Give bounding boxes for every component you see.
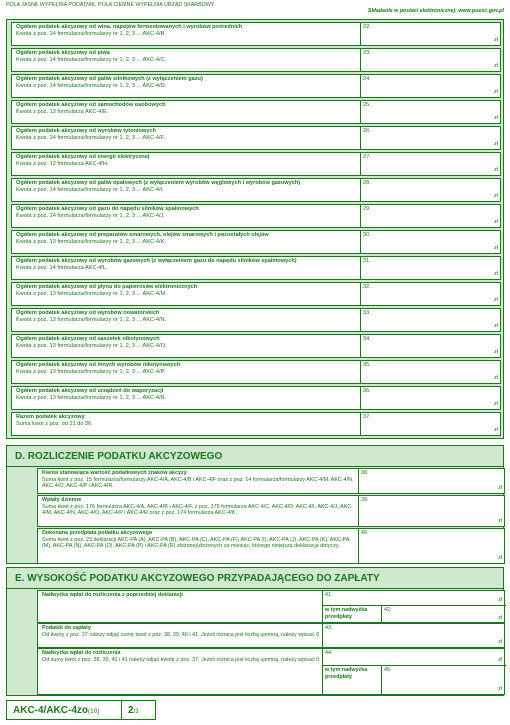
row-title: Ogółem podatek akcyzowy od urządzeń do waporyzacji bbox=[16, 388, 164, 394]
page-header bbox=[6, 0, 504, 12]
currency-unit: zł bbox=[493, 89, 498, 95]
field-44[interactable] bbox=[322, 649, 506, 665]
field-number: 36. bbox=[363, 388, 371, 394]
section-e-body bbox=[6, 588, 504, 696]
currency-unit: zł bbox=[493, 141, 498, 147]
amount-field[interactable] bbox=[360, 231, 502, 253]
field-number: 24. bbox=[363, 76, 371, 82]
section-c-totals bbox=[6, 19, 504, 439]
tax-total-row bbox=[11, 152, 501, 176]
currency-unit: zł bbox=[498, 485, 502, 492]
currency-unit: zł bbox=[493, 193, 498, 199]
row-description: Kwota z poz. 13 formularza AKC-4/E. bbox=[16, 109, 109, 115]
tax-total-row bbox=[11, 178, 501, 202]
amount-field[interactable] bbox=[360, 153, 502, 175]
settlement-row bbox=[37, 528, 505, 564]
currency-unit: zł bbox=[498, 615, 502, 622]
currency-unit: zł bbox=[493, 401, 498, 407]
row-title: Ogółem podatek akcyzowy od innych wyrobów nikotynowych bbox=[16, 362, 181, 368]
field-number: 40. bbox=[361, 530, 369, 536]
field-number: 27. bbox=[363, 154, 371, 160]
amount-field[interactable] bbox=[358, 529, 506, 563]
row-description: Suma kwot z poz. 176 formularza AKC-4/A, AKC-4/B i AKC-4/F, z poz. 175 formularza AKC-4/C, AKC-4/D, AKC-4/I, AKC-4/J, AKC-4/M, AKC-4/N, AKC-4/O, AKC-4/P i AKC-4/R oraz z poz. 174 formularza AKC-4/K. bbox=[42, 503, 353, 517]
field-number: 22. bbox=[363, 24, 371, 30]
field-number: 29. bbox=[363, 206, 371, 212]
row-title: Ogółem podatek akcyzowy od energii elektrycznej bbox=[16, 154, 150, 160]
field-number: 23. bbox=[363, 50, 371, 56]
currency-unit: zł bbox=[493, 271, 498, 277]
currency-unit: zł bbox=[493, 115, 498, 121]
tax-total-row bbox=[11, 230, 501, 254]
row-title: Ogółem podatek akcyzowy od wina, napojów fermentowanych i wyrobów pośrednich bbox=[16, 24, 243, 30]
row-title: Ogółem podatek akcyzowy od płynu do papierosów elektronicznych bbox=[16, 284, 198, 290]
amount-field[interactable] bbox=[360, 361, 502, 383]
currency-unit: zł bbox=[493, 219, 498, 225]
row-description: Suma kwot z poz. 23 deklaracji AKC-PA (A), AKC-PA (B), AKC-PA (C), AKC-PA (F), AKC-PA (I), AKC-PA (J), AKC-PA (K), AKC-PA (M), AKC-PA (N), AKC-PA (O), AKC-PA (P) i AKC-PA (R) złożonej/złożonych za miesiąc, którego niniejsza deklaracja dotyczy. bbox=[42, 536, 350, 550]
field-number: 26. bbox=[363, 128, 371, 134]
row-title: Nadwyżka wpłat do rozliczenia bbox=[42, 650, 121, 656]
currency-unit: zł bbox=[498, 657, 502, 664]
row-title: Dokonana przedpłata podatku akcyzowego bbox=[42, 530, 153, 536]
amount-field[interactable] bbox=[360, 127, 502, 149]
amount-field[interactable] bbox=[358, 496, 506, 526]
field-number: 41. bbox=[325, 592, 333, 598]
amount-field[interactable] bbox=[360, 283, 502, 305]
row-tax-to-pay bbox=[37, 623, 505, 648]
tax-total-row bbox=[11, 386, 501, 410]
amount-field[interactable] bbox=[360, 49, 502, 71]
currency-unit: zł bbox=[498, 555, 502, 562]
tax-total-row bbox=[11, 334, 501, 358]
form-code: AKC-4/AKC-4zo bbox=[13, 705, 88, 716]
row-description: Od sumy kwot z poz. 38, 39, 40 i 41 należy odjąć kwotę z poz. 37. Jeżeli różnica jest liczbą ujemną, należy wpisać 0. bbox=[42, 656, 321, 663]
row-description: Kwota z poz. 13 formularza/formularzy nr 1, 2, 3 ... AKC-4/O. bbox=[16, 343, 167, 349]
tax-total-row bbox=[11, 204, 501, 228]
currency-unit: zł bbox=[493, 427, 498, 433]
row-description: Kwota z poz. 14 formularza/formularzy nr 1, 2, 3 ... AKC-4/I. bbox=[16, 187, 164, 193]
page-number: 2 bbox=[128, 705, 134, 716]
row-description: Suma kwot z poz. 15 formularza/formularzy AKC-4/A, AKC-4/B i AKC-4/F oraz z poz. 14 formularza/formularzy AKC-4/M, AKC-4/N, AKC-4/O, AKC-4/P i AKC-4/R. bbox=[42, 476, 354, 490]
row-description: Kwota z poz. 14 formularza AKC-4/L. bbox=[16, 265, 108, 271]
row-description: Kwota z poz. 14 formularza/formularzy nr 1, 2, 3 ... AKC-4/J. bbox=[16, 213, 165, 219]
field-45[interactable] bbox=[381, 666, 506, 694]
field-number: 38. bbox=[361, 470, 369, 476]
tax-total-row bbox=[11, 22, 501, 46]
row-overpayment-settlement bbox=[37, 648, 505, 695]
settlement-row bbox=[37, 468, 505, 494]
row-title: Ogółem podatek akcyzowy od paliw opałowych (z wyłączeniem wyrobów węglowych i wyrobów gazowych) bbox=[16, 180, 301, 186]
row-title: Ogółem podatek akcyzowy od wyrobów tytoniowych bbox=[16, 128, 156, 134]
header-instructions: POLA JASNE WYPEŁNIA PODATNIK, POLA CIEMNE WYPEŁNIA URZĄD SKARBOWY. bbox=[6, 2, 216, 8]
field-number: 42. bbox=[384, 607, 392, 613]
amount-field[interactable] bbox=[360, 413, 502, 435]
currency-unit: zł bbox=[493, 63, 498, 69]
row-description: Kwota z poz. 14 formularza/formularzy nr 1, 2, 3 ... AKC-4/C. bbox=[16, 57, 167, 63]
row-title: Ogółem podatek akcyzowy od preparatów smarowych, olejów smarowych i pozostałych olejów bbox=[16, 232, 269, 238]
amount-field[interactable] bbox=[360, 23, 502, 45]
amount-field[interactable] bbox=[360, 309, 502, 331]
settlement-row bbox=[37, 495, 505, 527]
currency-unit: zł bbox=[493, 375, 498, 381]
row-title: Nadwyżka wpłat do rozliczenia z poprzedniej deklaracji bbox=[42, 592, 183, 598]
row-title: Ogółem podatek akcyzowy od piwa bbox=[16, 50, 110, 56]
field-number: 37. bbox=[363, 414, 371, 420]
row-description: Kwota z poz. 14 formularza/formularzy nr 1, 2, 3 ... AKC-4/B. bbox=[16, 31, 166, 37]
row-description: Kwota z poz. 14 formularza/formularzy nr 1, 2, 3 ... AKC-4/D. bbox=[16, 83, 167, 89]
currency-unit: zł bbox=[493, 297, 498, 303]
tax-total-row bbox=[11, 74, 501, 98]
currency-unit: zł bbox=[493, 349, 498, 355]
row-description: Kwota z poz. 13 formularza/formularzy nr 1, 2, 3 ... AKC-4/M. bbox=[16, 291, 167, 297]
amount-field[interactable] bbox=[360, 387, 502, 409]
amount-field[interactable] bbox=[360, 75, 502, 97]
sub-prepayment-overpayment bbox=[322, 605, 506, 623]
field-number: 44. bbox=[325, 650, 333, 656]
field-number: 43. bbox=[325, 625, 333, 631]
field-number: 35. bbox=[363, 362, 371, 368]
page-total: /3 bbox=[133, 709, 139, 715]
row-title: Podatek do zapłaty bbox=[42, 625, 91, 631]
field-number: 25. bbox=[363, 102, 371, 108]
tax-total-row bbox=[11, 256, 501, 280]
field-41[interactable] bbox=[322, 591, 506, 605]
tax-total-row bbox=[11, 412, 501, 436]
row-title: Wpłaty dzienne bbox=[42, 497, 82, 503]
field-number: 34. bbox=[363, 336, 371, 342]
row-title: Ogółem podatek akcyzowy od wyrobów gazowych (z wyłączeniem gazu do napędu silników spalinowych) bbox=[16, 258, 297, 264]
field-number: 30. bbox=[363, 232, 371, 238]
field-number: 31. bbox=[363, 258, 371, 264]
tax-total-row bbox=[11, 282, 501, 306]
form-version: (10) bbox=[88, 708, 100, 715]
row-title: Ogółem podatek akcyzowy od gazu do napędu silników spalinowych bbox=[16, 206, 199, 212]
tax-total-row bbox=[11, 126, 501, 150]
header-electronic-filing: Składanie w postaci elektronicznej: www.puesc.gov.pl bbox=[367, 8, 504, 14]
amount-field[interactable] bbox=[358, 469, 506, 493]
field-number: 45. bbox=[384, 667, 392, 673]
sub-label: w tym nadwyżka przedpłaty bbox=[325, 607, 368, 620]
section-e-title: E. WYSOKOŚĆ PODATKU AKCYZOWEGO PRZYPADAJĄCEGO DO ZAPŁATY bbox=[6, 567, 504, 589]
section-d-title: D. ROZLICZENIE PODATKU AKCYZOWEGO bbox=[6, 445, 504, 467]
row-title: Ogółem podatek akcyzowy od paliw silnikowych (z wyłączeniem gazu) bbox=[16, 76, 203, 82]
amount-field[interactable] bbox=[360, 179, 502, 201]
tax-total-row bbox=[11, 100, 501, 124]
row-title: Ogółem podatek akcyzowy od samochodów osobowych bbox=[16, 102, 166, 108]
currency-unit: zł bbox=[498, 686, 502, 693]
currency-unit: zł bbox=[498, 597, 502, 604]
row-description: Suma kwot z poz. od 21 do 36. bbox=[16, 421, 93, 427]
currency-unit: zł bbox=[498, 518, 502, 525]
row-title: Razem podatek akcyzowy bbox=[16, 414, 85, 420]
sub-label: w tym nadwyżka przedpłaty bbox=[325, 667, 368, 680]
currency-unit: zł bbox=[493, 167, 498, 173]
field-43[interactable] bbox=[322, 624, 506, 647]
row-title: Ogółem podatek akcyzowy od saszetek nikotynowych bbox=[16, 336, 160, 342]
row-title: Ogółem podatek akcyzowy od wyrobów nowatorskich bbox=[16, 310, 160, 316]
field-number: 39. bbox=[361, 497, 369, 503]
field-number: 32. bbox=[363, 284, 371, 290]
tax-total-row bbox=[11, 360, 501, 384]
section-d-body bbox=[6, 466, 504, 564]
currency-unit: zł bbox=[493, 323, 498, 329]
row-description: Od kwoty z poz. 37 należy odjąć sumę kwot z poz. 38, 39, 40 i 41. Jeżeli różnica jest liczbą ujemną, należy wpisać 0. bbox=[42, 631, 321, 638]
amount-field[interactable] bbox=[360, 257, 502, 279]
row-description: Kwota z poz. 12 formularza AKC-4/H. bbox=[16, 161, 109, 167]
row-description: Kwota z poz. 13 formularza/formularzy nr 1, 2, 3 ... AKC-4/K. bbox=[16, 239, 166, 245]
currency-unit: zł bbox=[493, 37, 498, 43]
row-prior-overpayment bbox=[37, 590, 505, 623]
row-description: Kwota z poz. 13 formularza/formularzy nr 1, 2, 3 ... AKC-4/N. bbox=[16, 317, 167, 323]
field-number: 28. bbox=[363, 180, 371, 186]
sub-prepayment-overpayment bbox=[322, 665, 506, 694]
tax-total-row bbox=[11, 48, 501, 72]
field-number: 33. bbox=[363, 310, 371, 316]
currency-unit: zł bbox=[498, 639, 502, 646]
row-description: Kwota z poz. 14 formularza/formularzy nr 1, 2, 3 ... AKC-4/F. bbox=[16, 135, 165, 141]
amount-field[interactable] bbox=[360, 335, 502, 357]
tax-total-row bbox=[11, 308, 501, 332]
amount-field[interactable] bbox=[360, 205, 502, 227]
currency-unit: zł bbox=[493, 245, 498, 251]
form-footer bbox=[6, 700, 156, 720]
row-title: Kwota stanowiąca wartość podatkowych znaków akcyzy bbox=[42, 470, 187, 476]
amount-field[interactable] bbox=[360, 101, 502, 123]
field-42[interactable] bbox=[381, 606, 506, 623]
row-description: Kwota z poz. 13 formularza/formularzy nr 1, 2, 3 ... AKC-4/P. bbox=[16, 369, 166, 375]
row-description: Kwota z poz. 13 formularza/formularzy nr 1, 2, 3 ... AKC-4/R. bbox=[16, 395, 167, 401]
